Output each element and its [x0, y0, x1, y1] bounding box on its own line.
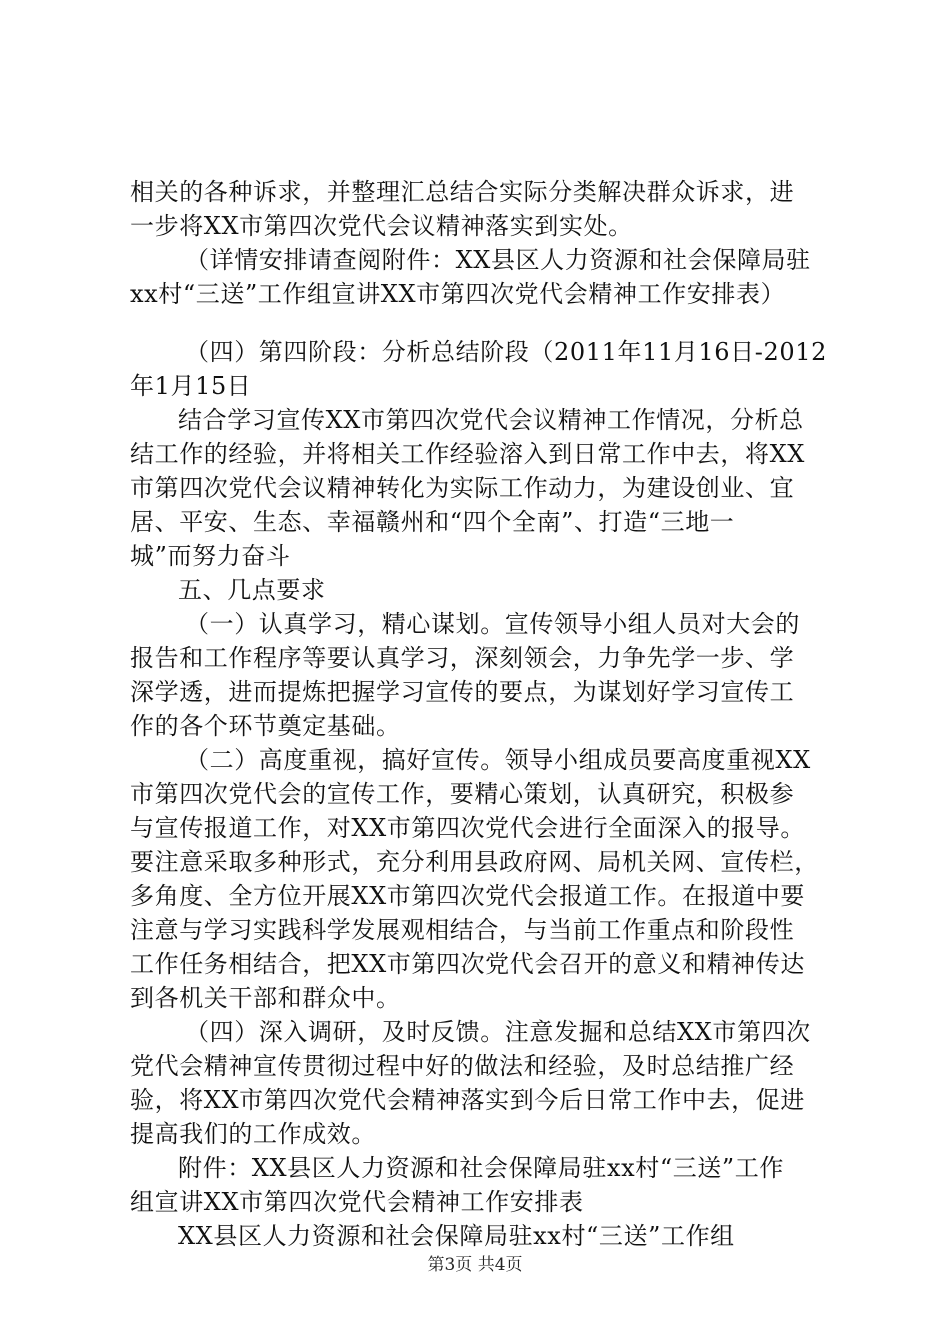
body-text-line: 作的各个环节奠定基础。 [130, 712, 401, 740]
body-text-line: 到各机关干部和群众中。 [130, 984, 401, 1012]
body-text-line: 城”而努力奋斗 [130, 542, 291, 570]
body-text-line: 一步将XX市第四次党代会议精神落实到实处。 [130, 212, 633, 240]
body-text-line: 相关的各种诉求，并整理汇总结合实际分类解决群众诉求，进 [130, 178, 795, 206]
section-heading-stage-four: （四）第四阶段：分析总结阶段（2011年11月16日-2012 [185, 338, 827, 366]
section-heading-requirements: 五、几点要求 [178, 576, 326, 604]
body-text-line: xx村“三送”工作组宣讲XX市第四次党代会精神工作安排表） [130, 280, 786, 308]
body-text-line: 党代会精神宣传贯彻过程中好的做法和经验，及时总结推广经 [130, 1052, 795, 1080]
body-text-line: 注意与学习实践科学发展观相结合，与当前工作重点和阶段性 [130, 916, 795, 944]
body-text-line: 工作任务相结合，把XX市第四次党代会召开的意义和精神传达 [130, 950, 805, 978]
signature-line: XX县区人力资源和社会保障局驻xx村“三送”工作组 [178, 1222, 735, 1250]
attachment-line: 组宣讲XX市第四次党代会精神工作安排表 [130, 1188, 584, 1216]
body-text-line: 验，将XX市第四次党代会精神落实到今后日常工作中去，促进 [130, 1086, 805, 1114]
body-text-line: 要注意采取多种形式，充分利用县政府网、局机关网、宣传栏， [130, 848, 819, 876]
body-text-line: （一）认真学习，精心谋划。宣传领导小组人员对大会的 [185, 610, 800, 638]
body-text-line: 提高我们的工作成效。 [130, 1120, 376, 1148]
body-text-line: 年1月15日 [130, 372, 252, 400]
body-text-line: 结工作的经验，并将相关工作经验溶入到日常工作中去，将XX [130, 440, 805, 468]
body-text-line: 市第四次党代会的宣传工作，要精心策划，认真研究，积极参 [130, 780, 795, 808]
body-text-line: （详情安排请查阅附件：XX县区人力资源和社会保障局驻 [185, 246, 811, 274]
body-text-line: 多角度、全方位开展XX市第四次党代会报道工作。在报道中要 [130, 882, 805, 910]
page-number-footer: 第3页 共4页 [427, 1255, 523, 1275]
body-text-line: 居、平安、生态、幸福赣州和“四个全南”、打造“三地一 [130, 508, 735, 536]
attachment-line: 附件：XX县区人力资源和社会保障局驻xx村“三送”工作 [178, 1154, 784, 1182]
body-text-line: （四）深入调研，及时反馈。注意发掘和总结XX市第四次 [185, 1018, 811, 1046]
body-text-line: 与宣传报道工作，对XX市第四次党代会进行全面深入的报导。 [130, 814, 805, 842]
body-text-line: 市第四次党代会议精神转化为实际工作动力，为建设创业、宜 [130, 474, 795, 502]
body-text-line: （二）高度重视，搞好宣传。领导小组成员要高度重视XX [185, 746, 811, 774]
body-text-line: 深学透，进而提炼把握学习宣传的要点，为谋划好学习宣传工 [130, 678, 795, 706]
body-text-line: 结合学习宣传XX市第四次党代会议精神工作情况，分析总 [178, 406, 804, 434]
body-text-line: 报告和工作程序等要认真学习，深刻领会，力争先学一步、学 [130, 644, 795, 672]
